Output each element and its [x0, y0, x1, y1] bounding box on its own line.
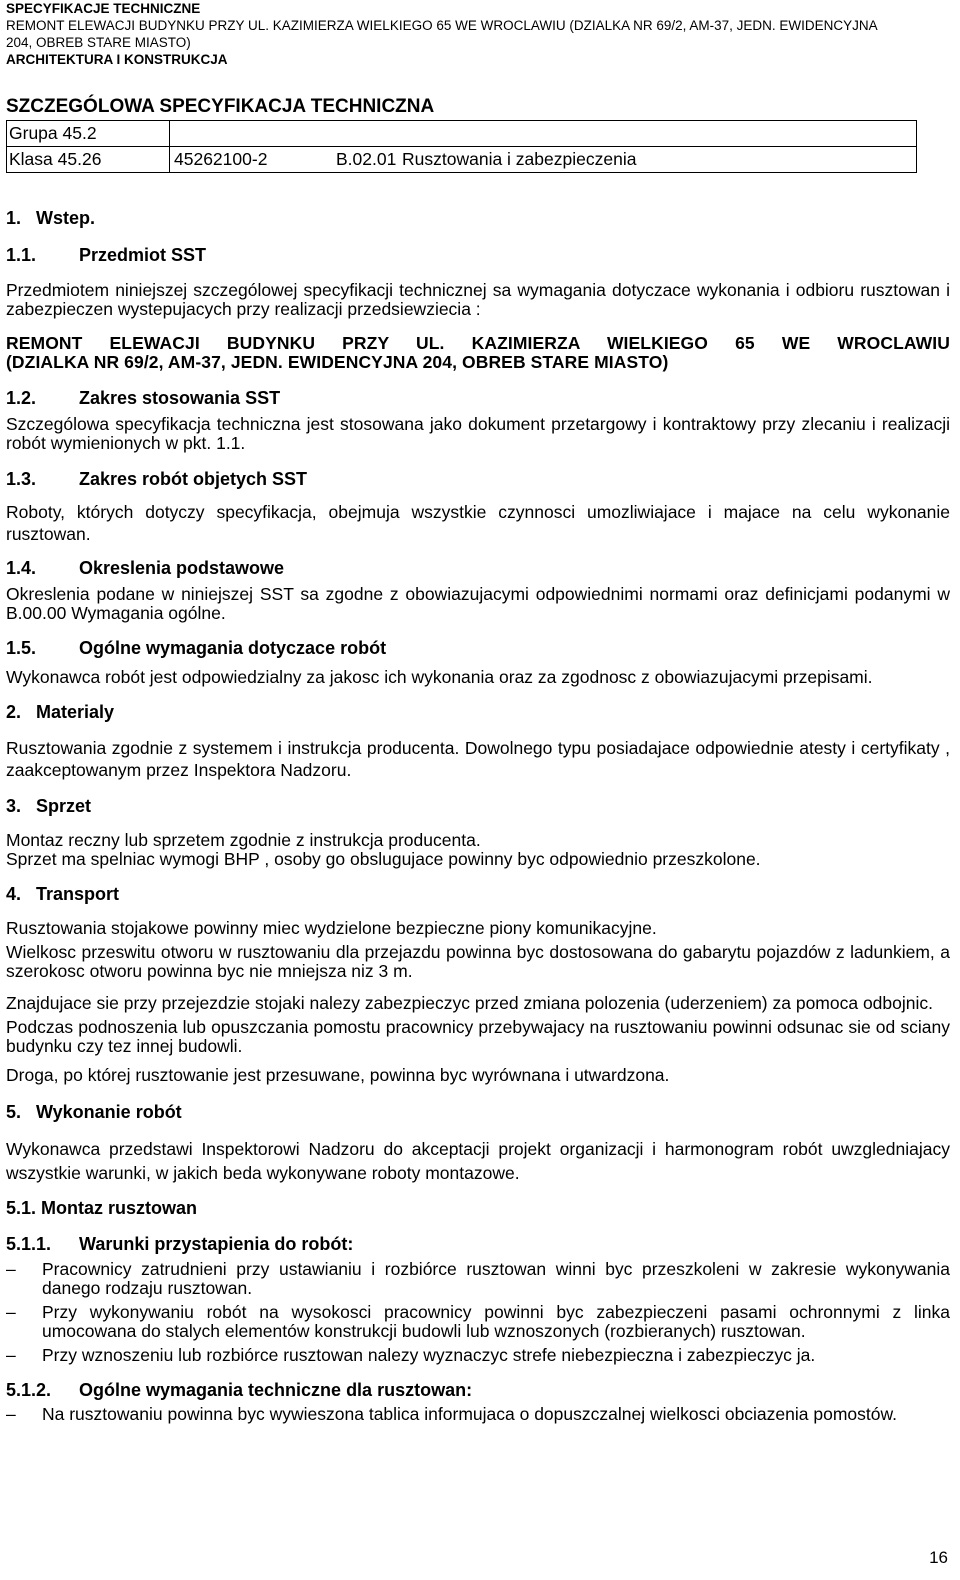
header-doc-type: SPECYFIKACJE TECHNICZNE — [6, 1, 201, 16]
dash-bullet-icon: – — [6, 1345, 16, 1365]
table-row — [7, 147, 917, 173]
project-name-line1: REMONT ELEWACJI BUDYNKU PRZY UL. KAZIMIERZA WIELKIEGO 65 WE WROCLAWIU — [6, 333, 950, 353]
paragraph: Wielkosc przeswitu otworu w rusztowaniu dla przejazdu powinna byc dostosowana do gabarytu pojazdów z ladunkiem, a szerokosc otworu powinna byc nie mniejsza niz 3 m. — [6, 942, 950, 981]
subsection-heading — [6, 1380, 950, 1400]
list-item-text: Przy wznoszeniu lub rozbiórce rusztowan nalezy wyznaczyc strefe niebezpieczna i zabezpieczyc ja. — [42, 1345, 816, 1365]
section-number: 1.3. — [6, 469, 37, 489]
section-title: Przedmiot SST — [79, 245, 207, 265]
subsection-heading — [6, 558, 950, 578]
section-number: 5.1.2. — [6, 1380, 52, 1400]
section-number: 2. — [6, 702, 22, 722]
section-title: Warunki przystapienia do robót: — [79, 1234, 354, 1254]
section-title: Wstep. — [36, 208, 96, 228]
classification-table — [6, 120, 917, 173]
paragraph: Droga, po której rusztowanie jest przesuwane, powinna byc wyrównana i utwardzona. — [6, 1065, 670, 1085]
class-cell: Klasa 45.26 — [7, 147, 170, 173]
paragraph: Sprzet ma spelniac wymogi BHP , osoby go obslugujace powinny byc odpowiednio przeszkolone. — [6, 849, 761, 869]
document-page — [6, 0, 950, 1426]
page-number: 16 — [929, 1548, 948, 1567]
dash-bullet-icon: – — [6, 1302, 16, 1322]
paragraph: Wykonawca robót jest odpowiedzialny za jakosc ich wykonania oraz za zgodnosc z obowiazujacymi przepisami. — [6, 667, 873, 687]
subsection-heading — [6, 469, 950, 489]
dash-bullet-icon: – — [6, 1259, 16, 1279]
list-item-text: Pracownicy zatrudnieni przy ustawianiu i rozbiórce rusztowan winni byc przeszkoleni w zakresie wykonywania danego rodzaju rusztowan. — [42, 1259, 950, 1298]
section-title: Montaz rusztowan — [41, 1198, 198, 1218]
class-detail-cell — [170, 147, 917, 173]
header-project-line2: 204, OBREB STARE MIASTO) — [6, 35, 191, 50]
requirements-list — [6, 1260, 950, 1365]
empty-cell — [170, 121, 917, 147]
section-title: Wykonanie robót — [36, 1102, 182, 1122]
section-number: 5. — [6, 1102, 22, 1122]
list-item — [6, 1260, 950, 1298]
paragraph: Znajdujace sie przy przejezdzie stojaki nalezy zabezpieczyc przed zmiana polozenia (uderzeniem) za pomoca odbojnic. — [6, 993, 934, 1013]
section-heading — [6, 208, 950, 228]
section-number: 5.1.1. — [6, 1234, 52, 1254]
spec-code: B.02.01 — [336, 149, 397, 169]
spec-name: Rusztowania i zabezpieczenia — [402, 149, 637, 169]
running-header — [6, 0, 950, 68]
section-title: Sprzet — [36, 796, 92, 816]
paragraph: Okreslenia podane w niniejszej SST sa zgodne z obowiazujacymi odpowiednimi normami oraz definicjami podanymi w B.00.00 Wymagania ogólne. — [6, 584, 950, 623]
paragraph: Montaz reczny lub sprzetem zgodnie z instrukcja producenta. — [6, 830, 481, 850]
paragraph: Wykonawca przedstawi Inspektorowi Nadzoru do akceptacji projekt organizacji i harmonogram robót uwzgledniajacy wszystkie warunki, w jakich beda wykonywane roboty montazowe. — [6, 1139, 950, 1183]
section-number: 1.4. — [6, 558, 37, 578]
table-row — [7, 121, 917, 147]
group-cell: Grupa 45.2 — [7, 121, 170, 147]
list-item — [6, 1402, 950, 1426]
section-title: Transport — [36, 884, 120, 904]
list-item-text: Przy wykonywaniu robót na wysokosci pracownicy powinni byc zabezpieczeni pasami ochronnymi z linka umocowana do stalych elementów konstrukcji budowli lub wznoszonych (rozbieranych) rusztowan. — [42, 1302, 950, 1341]
section-heading — [6, 796, 950, 816]
section-number: 1.5. — [6, 638, 37, 658]
section-title: Ogólne wymagania dotyczace robót — [79, 638, 387, 658]
section-heading — [6, 884, 950, 904]
section-number: 5.1. — [6, 1198, 37, 1218]
list-item — [6, 1303, 950, 1341]
paragraph: Szczególowa specyfikacja techniczna jest stosowana jako dokument przetargowy i kontraktowy przy zlecaniu i realizacji robót wymienionych w pkt. 1.1. — [6, 414, 950, 453]
list-item-text: Na rusztowaniu powinna byc wywieszona tablica informujaca o dopuszczalnej wielkosci obciazenia pomostów. — [42, 1404, 898, 1424]
section-title: Okreslenia podstawowe — [79, 558, 285, 578]
subsection-heading — [6, 1234, 950, 1254]
section-number: 4. — [6, 884, 22, 904]
section-number: 1.2. — [6, 388, 37, 408]
list-item — [6, 1346, 950, 1365]
subsection-heading — [6, 638, 950, 658]
paragraph: Rusztowania zgodnie z systemem i instrukcja producenta. Dowolnego typu posiadajace odpowiednie atesty i certyfikaty , zaakceptowanym przez Inspektora Nadzoru. — [6, 738, 950, 780]
section-heading — [6, 702, 950, 722]
paragraph: Przedmiotem niniejszej szczególowej specyfikacji technicznej sa wymagania dotyczace wykonania i odbioru rusztowan i zabezpieczen wystepujacych przy realizacji przedsiewziecia : — [6, 280, 950, 319]
section-number: 1.1. — [6, 245, 37, 265]
header-discipline: ARCHITEKTURA I KONSTRUKCJA — [6, 52, 228, 67]
subsection-heading — [6, 1198, 950, 1218]
spec-title: SZCZEGÓLOWA SPECYFIKACJA TECHNICZNA — [6, 96, 435, 117]
dash-bullet-icon: – — [6, 1404, 16, 1424]
requirements-list — [6, 1402, 950, 1426]
section-number: 3. — [6, 796, 22, 816]
section-heading — [6, 1102, 950, 1122]
paragraph: Rusztowania stojakowe powinny miec wydzielone bezpieczne piony komunikacyjne. — [6, 918, 657, 938]
section-title: Materialy — [36, 702, 115, 722]
subsection-heading — [6, 245, 950, 265]
section-title: Ogólne wymagania techniczne dla rusztowan: — [79, 1380, 473, 1400]
project-name-line2: (DZIALKA NR 69/2, AM-37, JEDN. EWIDENCYJNA 204, OBREB STARE MIASTO) — [6, 352, 669, 372]
section-number: 1. — [6, 208, 22, 228]
section-title: Zakres robót objetych SST — [79, 469, 308, 489]
cpv-code: 45262100-2 — [174, 149, 268, 169]
paragraph: Podczas podnoszenia lub opuszczania pomostu pracownicy przebywajacy na rusztowaniu powinni odsunac sie od sciany budynku czy tez innej budowli. — [6, 1017, 950, 1056]
paragraph: Roboty, których dotyczy specyfikacja, obejmuja wszystkie czynnosci umozliwiajace i majace na celu wykonanie rusztowan. — [6, 502, 950, 544]
section-title: Zakres stosowania SST — [79, 388, 281, 408]
header-project-line1: REMONT ELEWACJI BUDYNKU PRZY UL. KAZIMIERZA WIELKIEGO 65 WE WROCLAWIU (DZIALKA NR 69/2, AM-37, JEDN. EWIDENCYJNA — [6, 18, 878, 33]
subsection-heading — [6, 388, 950, 408]
